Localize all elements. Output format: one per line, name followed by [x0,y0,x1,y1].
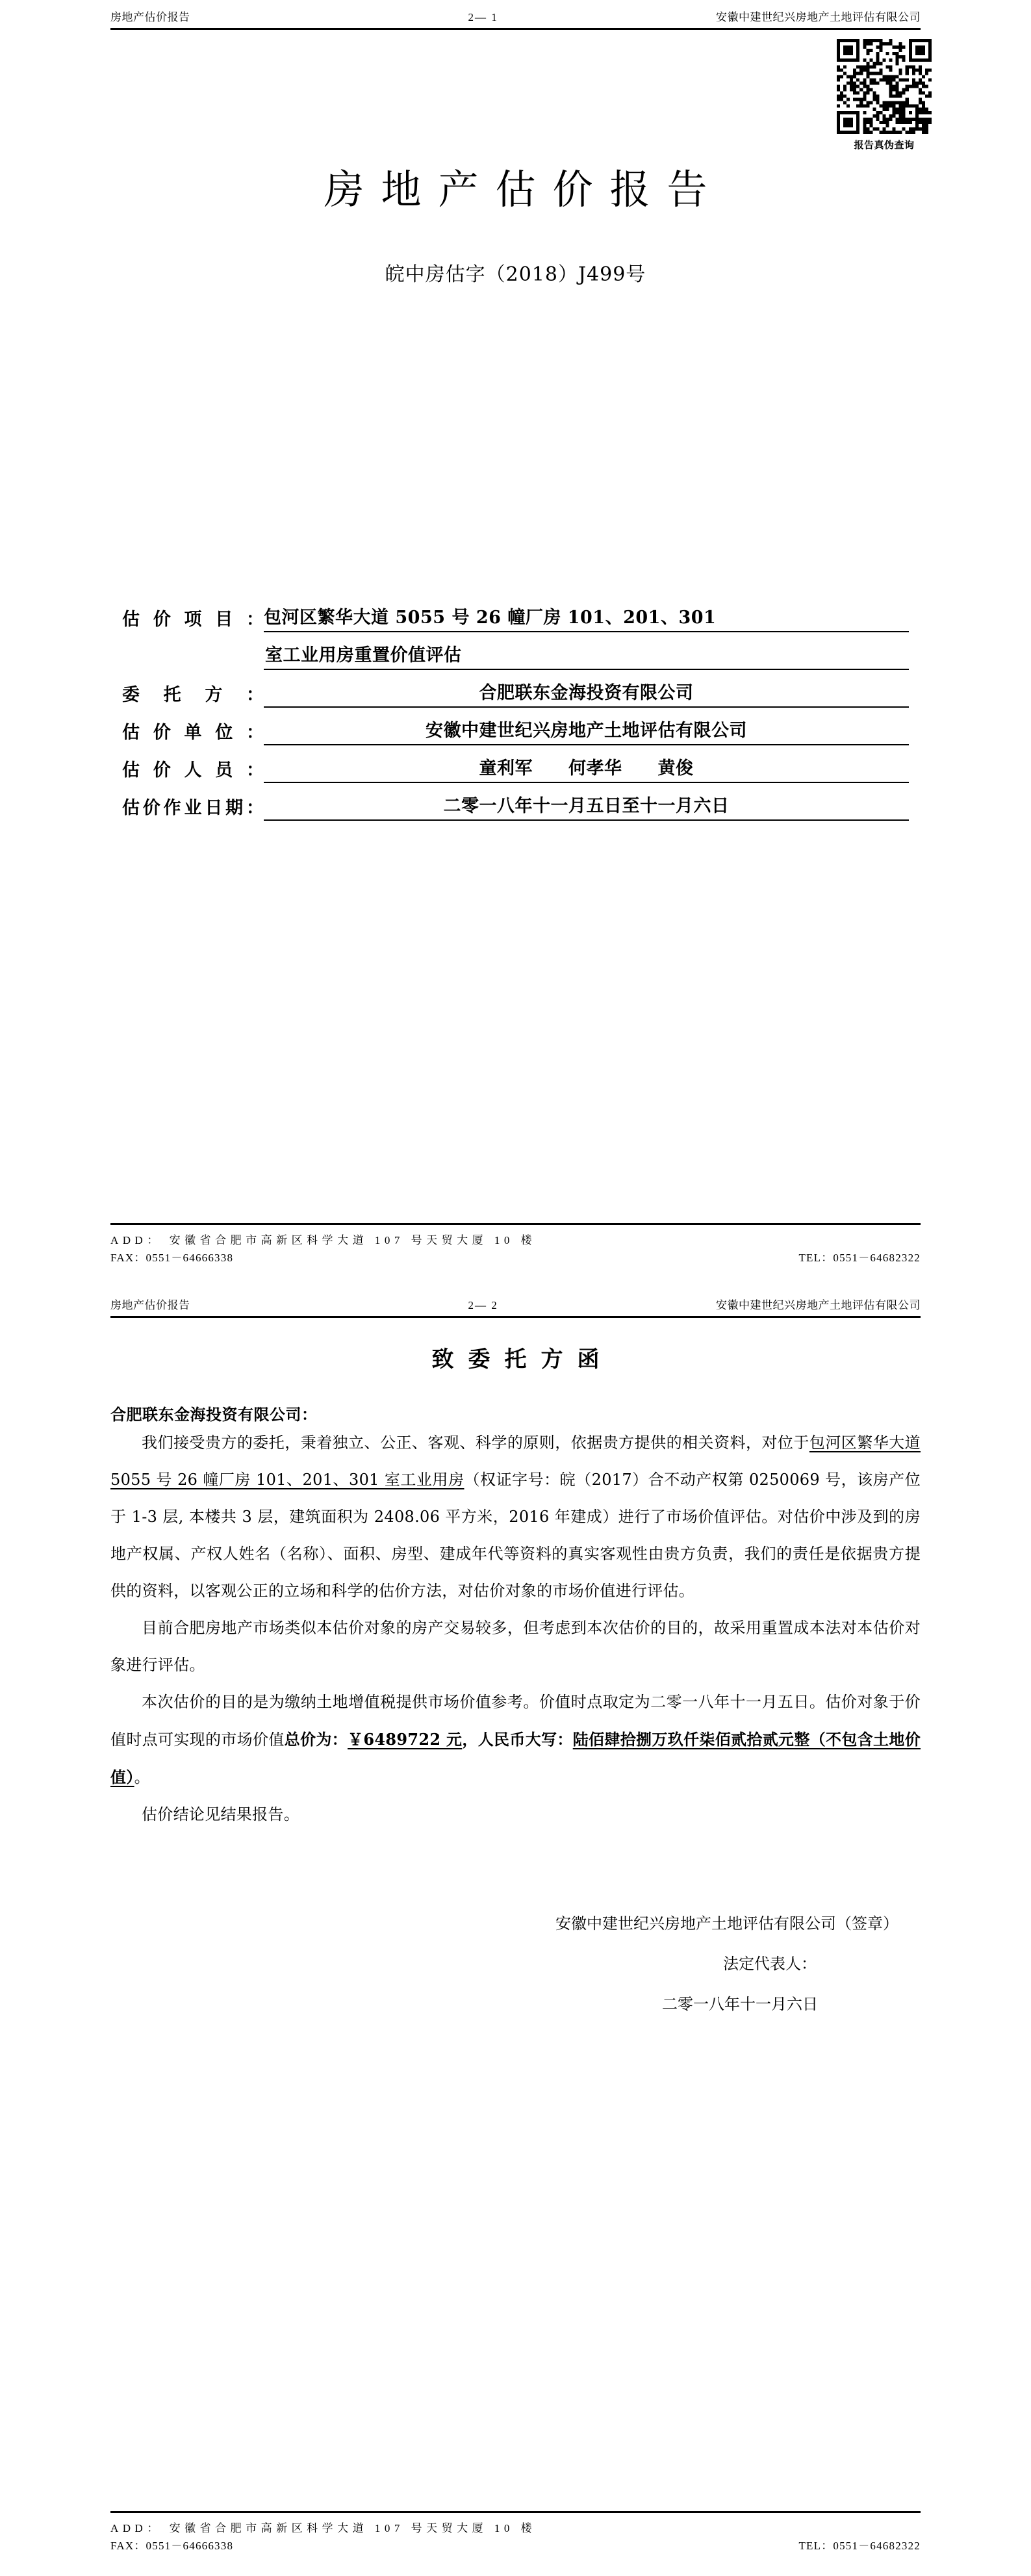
page-footer-1 [110,1223,921,1265]
form-value-appraisal-firm[interactable]: 安徽中建世纪兴房地产土地评估有限公司 [264,716,909,745]
letter-page [0,1288,1031,2576]
form-row-appraisal-firm [122,716,909,745]
header-divider [110,28,921,30]
cover-form [122,603,909,821]
running-header-title: 房地产估价报告 [110,11,190,24]
form-label-appraisal-firm: 估 价 单 位 ： [122,723,264,743]
form-value-work-date[interactable]: 二零一八年十一月五日至十一月六日 [264,792,909,821]
page-footer-2 [110,2511,921,2553]
form-row-project [122,603,909,632]
form-value-project-line1[interactable]: 包河区繁华大道 5055 号 26 幢厂房 101、201、301 [264,603,909,632]
form-label-work-date: 估 价 作 业 日 期 ： [122,798,264,818]
signature-legal-representative: 法定代表人： [723,1955,817,1973]
paragraph-3-intro: 本次估价的目的是为缴纳土地增值税提供市场价值参考。价值时点取定为二零一八年十一月五日。估价对象于价值时点可实现的市场价值 [110,1693,921,1749]
letter-title: 致委托方函 [431,1346,614,1372]
letter-paragraph-4: 估价结论见结果报告。 [142,1805,299,1823]
running-header-title-2: 房地产估价报告 [110,1299,190,1312]
form-row-project-cont [122,641,909,670]
paragraph-1-intro: 我们接受贵方的委托，秉着独立、公正、客观、科学的原则，依据贵方提供的相关资料，对位于 [142,1434,809,1452]
report-number: 皖中房估字（2018）J499号 [385,263,646,286]
qr-caption: 报告真伪查询 [854,139,915,151]
footer-contact-2 [110,2536,921,2553]
running-header-page-number-2: 2— 2 [468,1299,498,1311]
paragraph-1-rest: （权证字号：皖（2017）合不动产权第 0250069 号，该房产位于 1-3 层, 本楼共 3 层，建筑面积为 2408.06 平方米，2016 年建成）进行了市场价值评估。对估价中涉及到的房地产权属、产权人姓名（名称）、面积、房型、建成年代等资料的真实客观性由贵方负责，我们的责任是依据贵方提供的资料，以客观公正的立场和科学的估价方法，对估价对象的市场价值进行评估。 [110,1471,921,1600]
footer-tel: TEL：0551－64682322 [798,1252,921,1264]
running-header-company-2: 安徽中建世纪兴房地产土地评估有限公司 [715,1299,921,1312]
qr-code-icon[interactable] [837,39,932,134]
paragraph-3-amount-numeric: ￥6489722 元 [348,1730,463,1749]
qr-verification-block[interactable] [835,39,934,151]
form-value-project-line2[interactable]: 室工业用房重置价值评估 [264,641,909,670]
footer-address-2: ADD： 安徽省合肥市高新区科学大道 107 号天贸大厦 10 楼 [110,2522,537,2534]
form-row-appraisers [122,754,909,783]
footer-address: ADD： 安徽省合肥市高新区科学大道 107 号天贸大厦 10 楼 [110,1234,537,1246]
signature-date: 二零一八年十一月六日 [662,1995,818,2013]
paragraph-3-total-label: 总价为： [284,1730,348,1749]
footer-contact [110,1248,921,1265]
running-header-page-2 [110,1288,921,1312]
form-row-work-date [122,792,909,821]
paragraph-3-end: 。 [134,1768,150,1786]
form-value-client[interactable]: 合肥联东金海投资有限公司 [264,678,909,708]
footer-tel-2: TEL：0551－64682322 [798,2540,921,2552]
footer-fax-2: FAX：0551－64666338 [110,2540,234,2552]
letter-paragraph-1 [110,1424,921,1610]
page-title: 房地产估价报告 [324,166,724,213]
footer-divider-2 [110,2511,921,2513]
footer-divider [110,1223,921,1225]
form-label-client: 委 托 方 ： [122,685,264,705]
letter-paragraph-2: 目前合肥房地产市场类似本估价对象的房产交易较多，但考虑到本次估价的目的，故采用重置成本法对本估价对象进行评估。 [110,1619,921,1674]
paragraph-3-mid: ，人民币大写： [462,1730,573,1749]
form-value-appraisers[interactable]: 童利军 何孝华 黄俊 [264,754,909,783]
signature-company: 安徽中建世纪兴房地产土地评估有限公司（签章） [555,1914,898,1933]
paragraph-3-amount-chinese: 陆佰肆拾捌万玖仟柒佰贰拾贰元整（不包含土地价值） [110,1730,921,1786]
form-row-client [122,678,909,708]
letter-salutation: 合肥联东金海投资有限公司： [110,1405,318,1424]
form-label-appraisers: 估 价 人 员 ： [122,760,264,780]
paragraph-1-property-underlined: 包河区繁华大道 5055 号 26 幢厂房 101、201、301 室工业用房 [110,1434,921,1489]
form-label-project: 估 价 项 目 ： [122,610,264,630]
footer-fax: FAX：0551－64666338 [110,1252,234,1264]
letter-paragraph-3 [110,1684,921,1796]
running-header-page-1 [110,0,921,24]
header-divider-2 [110,1316,921,1318]
signature-block [110,1903,921,2024]
running-header-page-number: 2— 1 [468,11,498,23]
running-header-company: 安徽中建世纪兴房地产土地评估有限公司 [715,11,921,24]
